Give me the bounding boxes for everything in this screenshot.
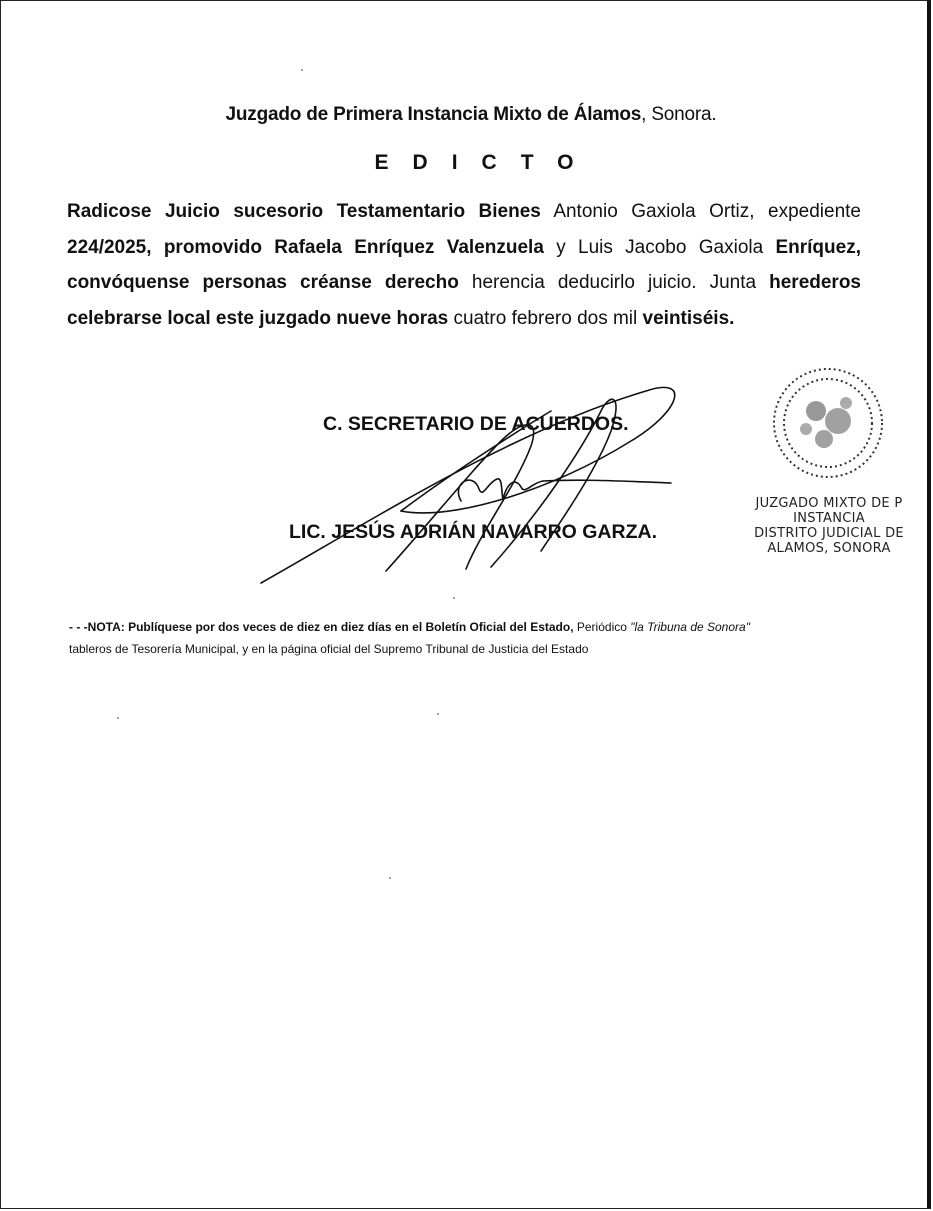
document-title: EDICTO (374, 151, 598, 174)
scan-speck (301, 69, 303, 71)
body-segment: Enríquez, convóquense personas créanse derecho (67, 236, 861, 293)
body-segment: herederos celebrarse local este juzgado nueve horas (67, 272, 861, 329)
body-segment: Radicose Juicio sucesorio Testamentario Bienes (67, 201, 541, 222)
seal-caption (729, 496, 929, 556)
signatory-role: C. SECRETARIO DE ACUERDOS. (323, 413, 629, 435)
scan-speck (389, 877, 391, 879)
edict-body (67, 194, 861, 336)
publication-note (69, 616, 899, 660)
court-state: , Sonora. (641, 104, 717, 125)
note-periodico-name: "la Tribuna de Sonora" (630, 620, 750, 634)
court-name: Juzgado de Primera Instancia Mixto de Álamos (225, 104, 642, 125)
body-segment: y Luis Jacobo Gaxiola (543, 236, 776, 258)
seal-line: INSTANCIA (793, 511, 865, 526)
body-segment: Antonio Gaxiola Ortiz, expediente (540, 201, 861, 222)
court-seal (766, 363, 896, 483)
signatory-name: LIC. JESÚS ADRIÁN NAVARRO GARZA. (289, 521, 657, 543)
seal-line: DISTRITO JUDICIAL DE (754, 526, 904, 541)
note-prefix: - - -NOTA: Publíquese por dos veces de diez en diez días en el Boletín Oficial del Estado, (69, 620, 574, 634)
scan-speck (453, 597, 455, 599)
body-segment: cuatro febrero dos mil (448, 307, 643, 329)
note-line-1 (69, 616, 899, 638)
court-header (1, 104, 933, 126)
seal-line: JUZGADO MIXTO DE P (755, 496, 903, 511)
body-segment: 224/2025, promovido Rafaela Enríquez Valenzuela (67, 236, 544, 258)
note-line-2: tableros de Tesorería Municipal, y en la página oficial del Supremo Tribunal de Justicia del Estado (69, 642, 589, 656)
note-periodico: Periódico (573, 620, 631, 634)
scan-speck (117, 717, 119, 719)
body-segment: veintiséis. (642, 307, 735, 329)
handwritten-signature (251, 371, 691, 601)
scan-speck (437, 713, 439, 715)
body-segment: herencia deducirlo juicio. Junta (458, 272, 770, 293)
seal-line: ALAMOS, SONORA (767, 541, 891, 556)
